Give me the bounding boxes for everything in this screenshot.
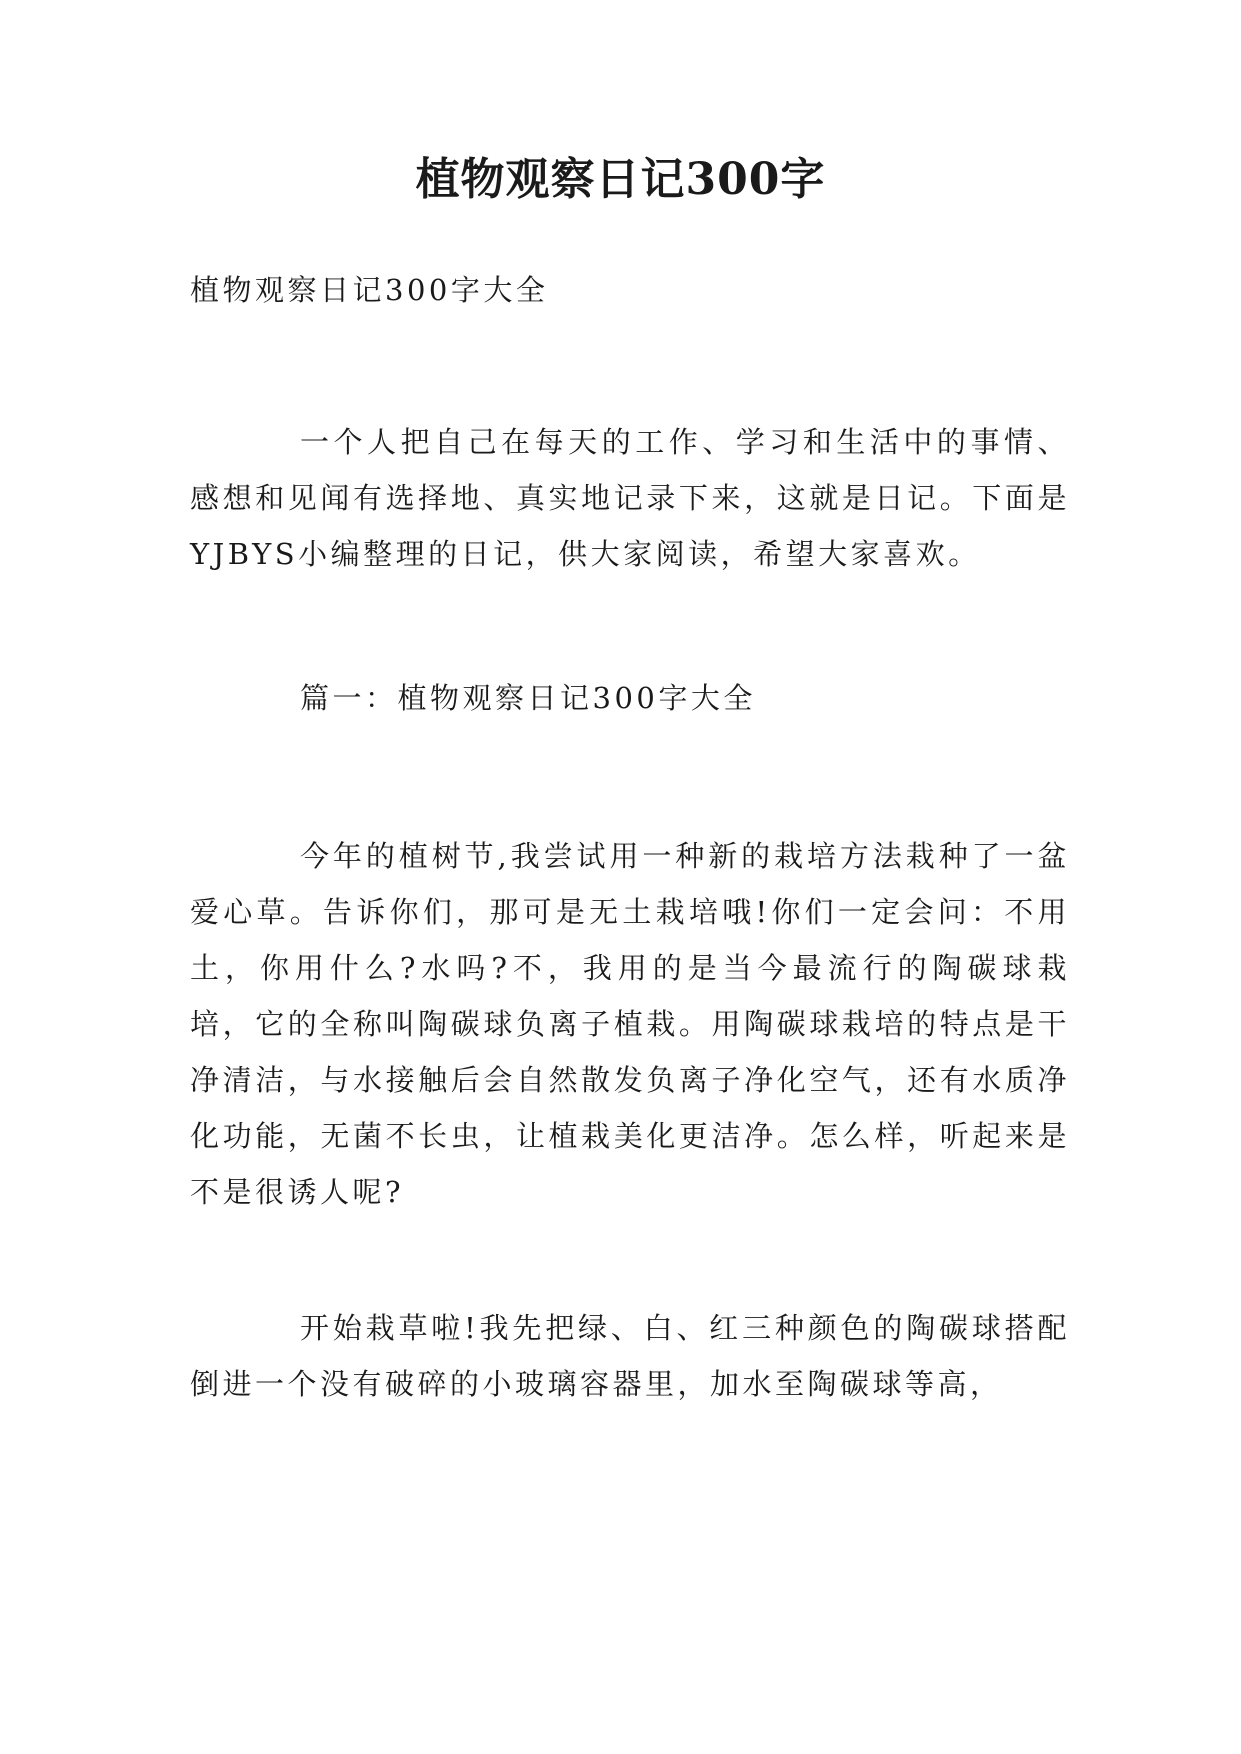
intro-paragraph: 一个人把自己在每天的工作、学习和生活中的事情、感想和见闻有选择地、真实地记录下来，这就是日记。下面是YJBYS小编整理的日记，供大家阅读，希望大家喜欢。 bbox=[190, 425, 1070, 571]
body-paragraph-2: 开始栽草啦!我先把绿、白、红三种颜色的陶碳球搭配倒进一个没有破碎的小玻璃容器里，加水至陶碳球等高， bbox=[190, 1311, 1070, 1401]
body-paragraph-1: 今年的植树节,我尝试用一种新的栽培方法栽种了一盆爱心草。告诉你们，那可是无土栽培哦!你们一定会问：不用土，你用什么?水吗?不，我用的是当今最流行的陶碳球栽培，它的全称叫陶碳球负离子植栽。用陶碳球栽培的特点是干净清洁，与水接触后会自然散发负离子净化空气，还有水质净化功能，无菌不长虫，让植栽美化更洁净。怎么样，听起来是不是很诱人呢? bbox=[190, 839, 1070, 1209]
document-title: 植物观察日记300字 bbox=[415, 154, 826, 205]
document-subtitle: 植物观察日记300字大全 bbox=[190, 273, 549, 307]
section-heading: 篇一：植物观察日记300字大全 bbox=[300, 681, 756, 715]
